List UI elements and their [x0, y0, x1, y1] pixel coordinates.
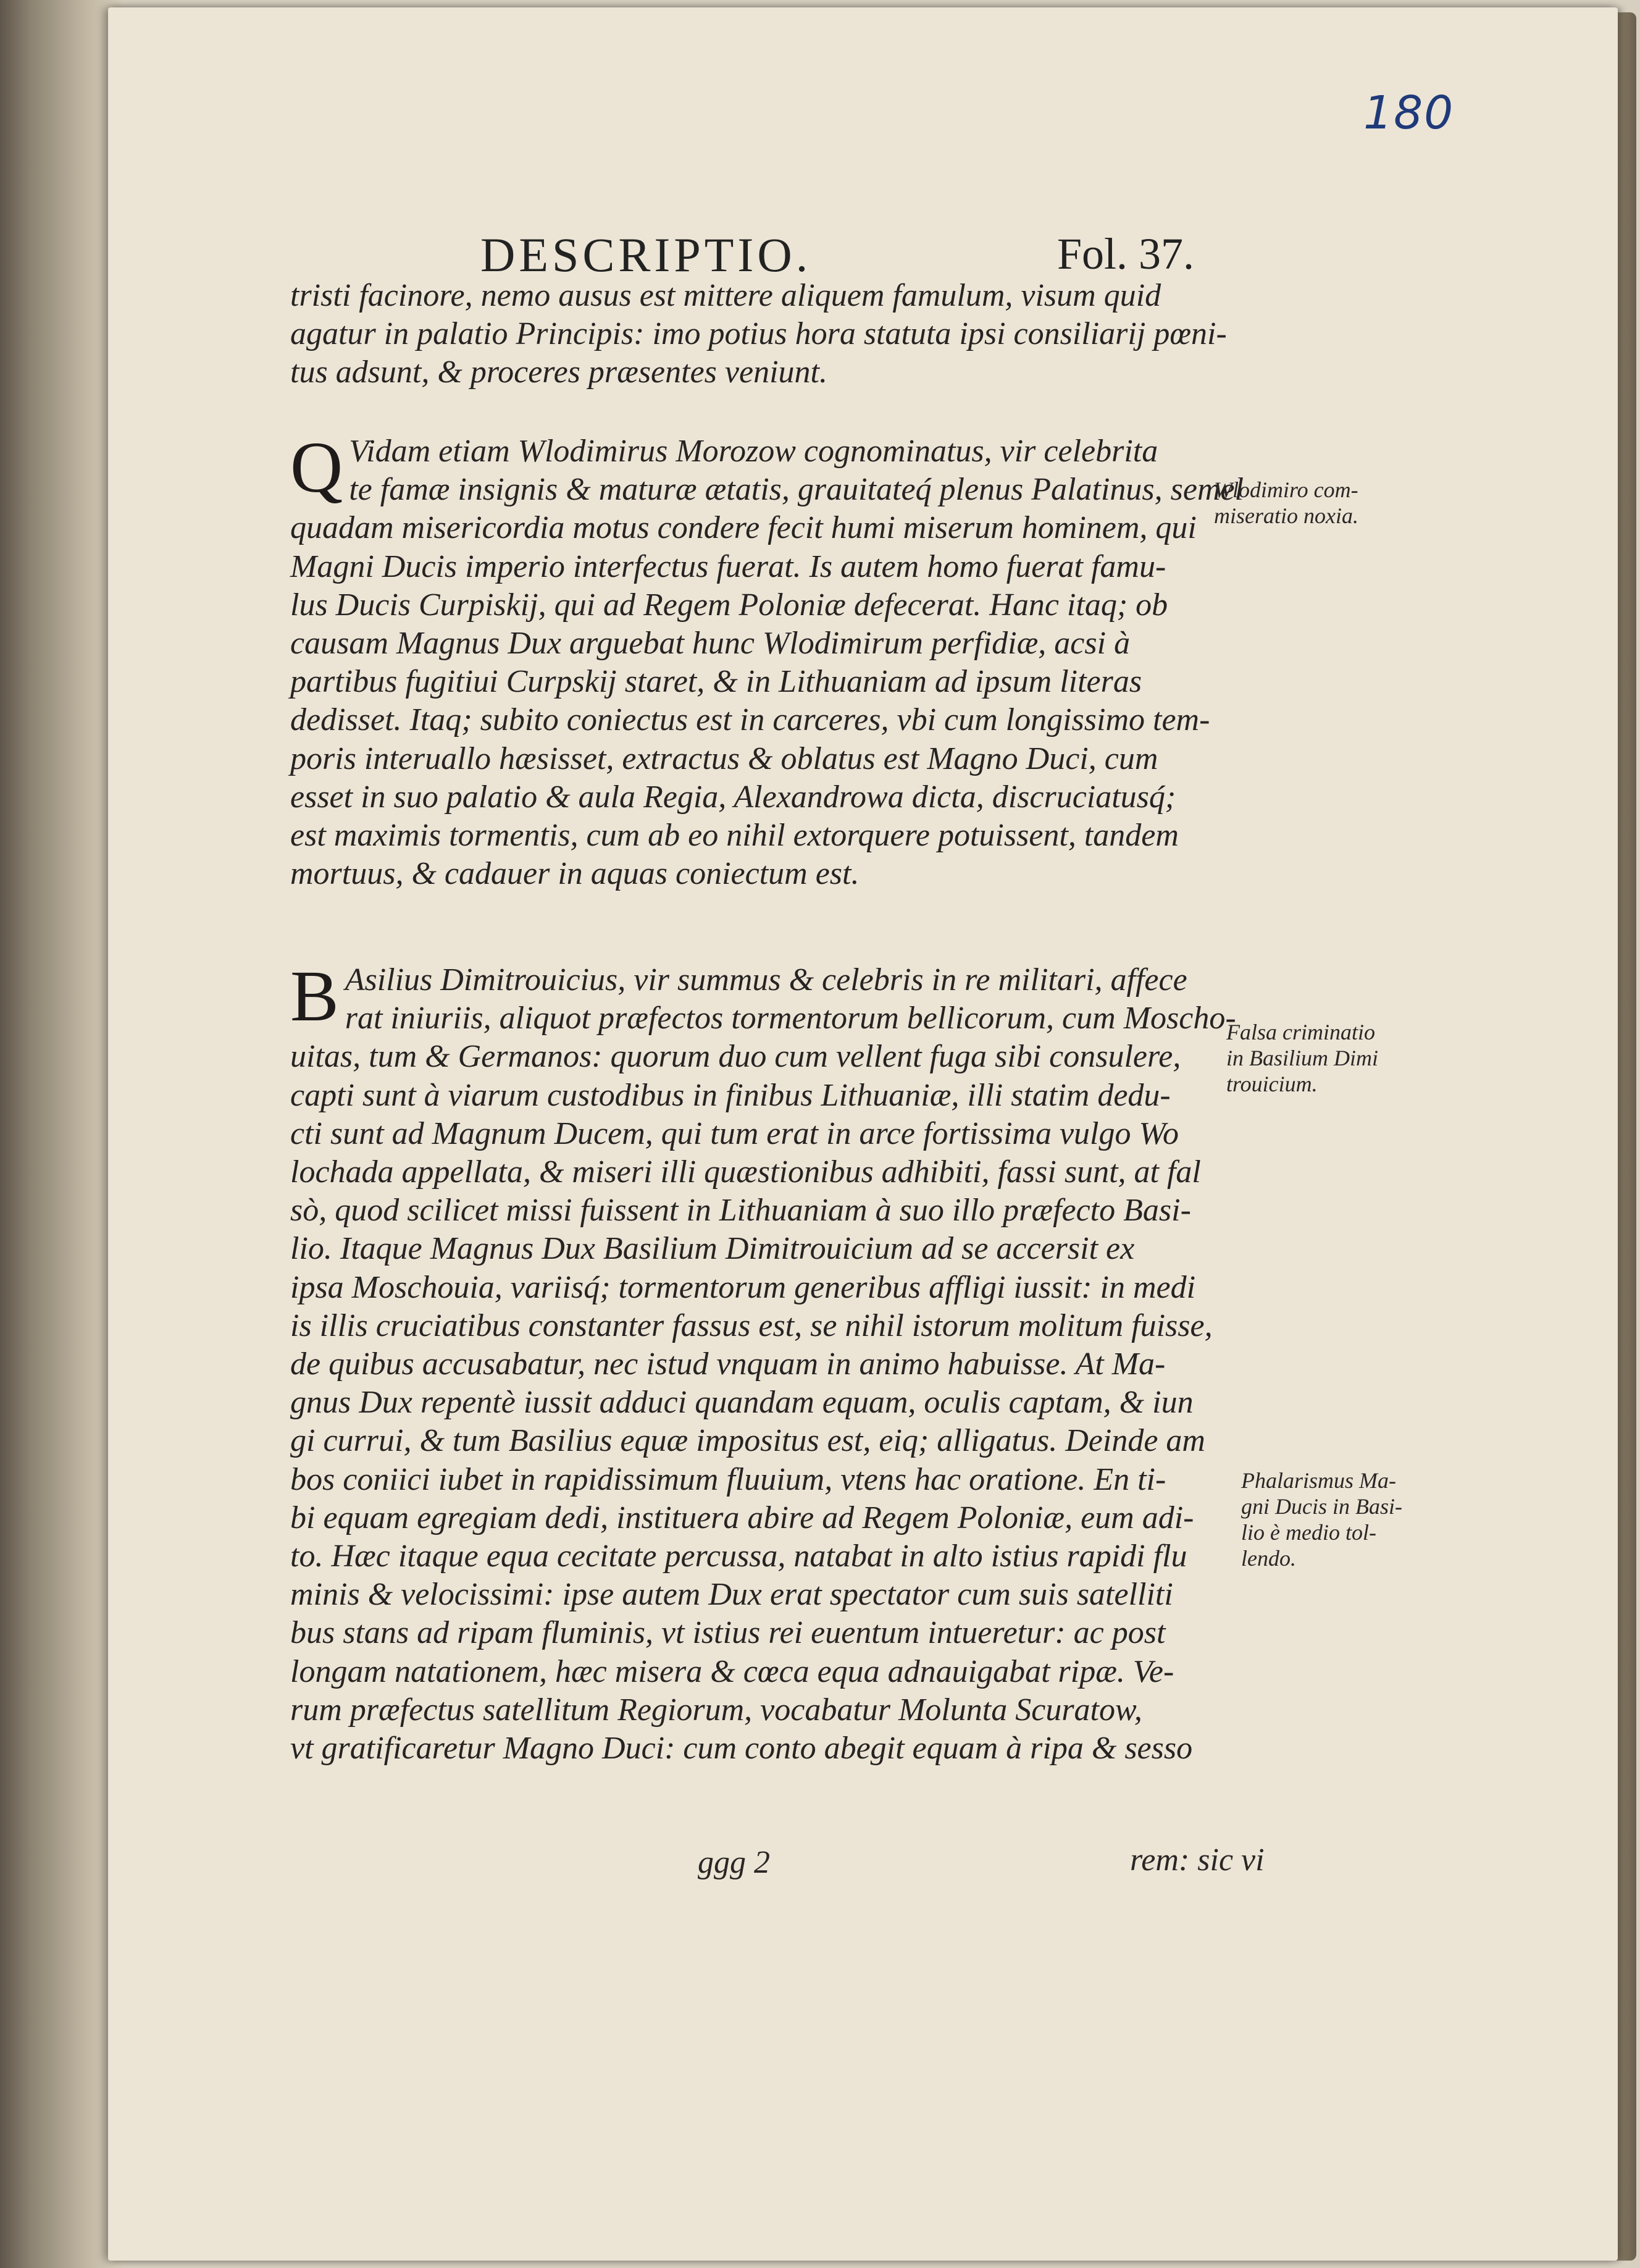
text-line: partibus fugitiui Curpskij staret, & in Lithuaniam ad ipsum literas [290, 664, 1142, 700]
note-line: trouicium. [1226, 1072, 1318, 1096]
text-line: poris interuallo hæsisset, extractus & oblatus est Magno Duci, cum [290, 741, 1158, 776]
text-line: causam Magnus Dux arguebat hunc Wlodimirum perfidiæ, acsi à [290, 626, 1131, 662]
text-line: Asilius Dimitrouicius, vir summus & celebris in re militari, affece [345, 962, 1187, 998]
text-line: is illis cruciatibus constanter fassus est, se nihil istorum molitum fuisse, [290, 1308, 1213, 1343]
note-line: Falsa criminatio [1226, 1020, 1375, 1044]
text-line: lus Ducis Curpiskij, qui ad Regem Poloniæ defecerat. Hanc itaq; ob [290, 587, 1168, 623]
text-line: ipsa Moschouia, variisq́; tormentorum generibus affligi iussit: in medi [290, 1269, 1196, 1305]
text-line: te famæ insignis & maturæ ætatis, grauitateq́ plenus Palatinus, semel [349, 472, 1244, 508]
paragraph-3 [290, 956, 1236, 1768]
text-line: Vidam etiam Wlodimirus Morozow cognominatus, vir celebrita [349, 434, 1158, 469]
text-line: bos coniici iubet in rapidissimum fluuium, vtens hac oratione. En ti- [290, 1461, 1166, 1497]
text-line: Magni Ducis imperio interfectus fuerat. Is autem homo fuerat famu- [290, 548, 1166, 584]
note-line: Wlodimiro com- [1214, 477, 1358, 502]
note-line: in Basilium Dimi [1226, 1046, 1379, 1070]
note-line: Phalarismus Ma- [1241, 1468, 1396, 1493]
text-line: rat iniuriis, aliquot præfectos tormentorum bellicorum, cum Moscho- [345, 1001, 1236, 1036]
text-line: esset in suo palatio & aula Regia, Alexandrowa dicta, discruciatusq́; [290, 779, 1176, 815]
drop-capital: Q [290, 427, 343, 508]
paragraph-2 [290, 427, 1244, 893]
running-head: DESCRIPTIO. [480, 228, 812, 282]
note-line: miseratio noxia. [1214, 503, 1358, 528]
paragraph-1 [290, 277, 1229, 392]
note-line: lendo. [1241, 1546, 1296, 1571]
text-line: dedisset. Itaq; subito coniectus est in carceres, vbi cum longissimo tem- [290, 702, 1210, 738]
text-line: cti sunt ad Magnum Ducem, qui tum erat in arce fortissima vulgo Wo [290, 1115, 1179, 1151]
marginal-note-2 [1226, 1019, 1378, 1097]
text-line: est maximis tormentis, cum ab eo nihil extorquere potuissent, tandem [290, 818, 1179, 854]
catchword: rem: sic vi [1130, 1842, 1265, 1878]
text-line: tristi facinore, nemo ausus est mittere aliquem famulum, visum quid [290, 278, 1161, 313]
text-line: quadam misericordia motus condere fecit humi miserum hominem, qui [290, 510, 1197, 546]
text-line: sò, quod scilicet missi fuissent in Lithuaniam à suo illo præfecto Basi- [290, 1193, 1191, 1228]
text-line: lio. Itaque Magnus Dux Basilium Dimitrouicium ad se accersit ex [290, 1231, 1135, 1267]
note-line: lio è medio tol- [1241, 1520, 1376, 1545]
text-line: longam natationem, hæc misera & cœca equa adnauigabat ripæ. Ve- [290, 1653, 1174, 1689]
text-line: bi equam egregiam dedi, instituera abire ad Regem Poloniæ, eum adi- [290, 1500, 1194, 1535]
text-line: rum præfectus satellitum Regiorum, vocabatur Molunta Scuratow, [290, 1692, 1142, 1728]
text-line: to. Hæc itaque equa cecitate percussa, natabat in alto istius rapidi flu [290, 1539, 1187, 1574]
note-line: gni Ducis in Basi- [1241, 1494, 1402, 1519]
marginal-note-3 [1241, 1468, 1402, 1571]
text-line: uitas, tum & Germanos: quorum duo cum vellent fuga sibi consulere, [290, 1039, 1181, 1075]
text-line: lochada appellata, & miseri illi quæstionibus adhibiti, fassi sunt, at fal [290, 1154, 1201, 1190]
marginal-note-1 [1214, 477, 1358, 529]
text-line: mortuus, & cadauer in aquas coniectum est. [290, 856, 860, 892]
text-line: capti sunt à viarum custodibus in finibus Lithuaniæ, illi statim dedu- [290, 1077, 1171, 1113]
text-line: gnus Dux repentè iussit adduci quandam equam, oculis captam, & iun [290, 1385, 1194, 1421]
text-line: bus stans ad ripam fluminis, vt istius rei euentum intueretur: ac post [290, 1615, 1166, 1651]
handwritten-folio-number: 180 [1363, 86, 1455, 140]
text-line: minis & velocissimi: ipse autem Dux erat spectator cum suis satelliti [290, 1577, 1173, 1613]
text-line: vt gratificaretur Magno Duci: cum conto abegit equam à ripa & sesso [290, 1731, 1193, 1766]
drop-capital: B [290, 956, 339, 1036]
facing-page-edge [0, 0, 123, 2268]
signature-mark: ggg 2 [698, 1845, 770, 1880]
text-line: agatur in palatio Principis: imo potius hora statuta ipsi consiliarij pœni- [290, 316, 1227, 352]
text-line: de quibus accusabatur, nec istud vnquam in animo habuisse. At Ma- [290, 1346, 1166, 1382]
text-line: gi currui, & tum Basilius equæ impositus est, eiq; alligatus. Deinde am [290, 1423, 1205, 1459]
folio-label: Fol. 37. [1057, 229, 1195, 279]
text-line: tus adsunt, & proceres præsentes veniunt. [290, 355, 827, 390]
